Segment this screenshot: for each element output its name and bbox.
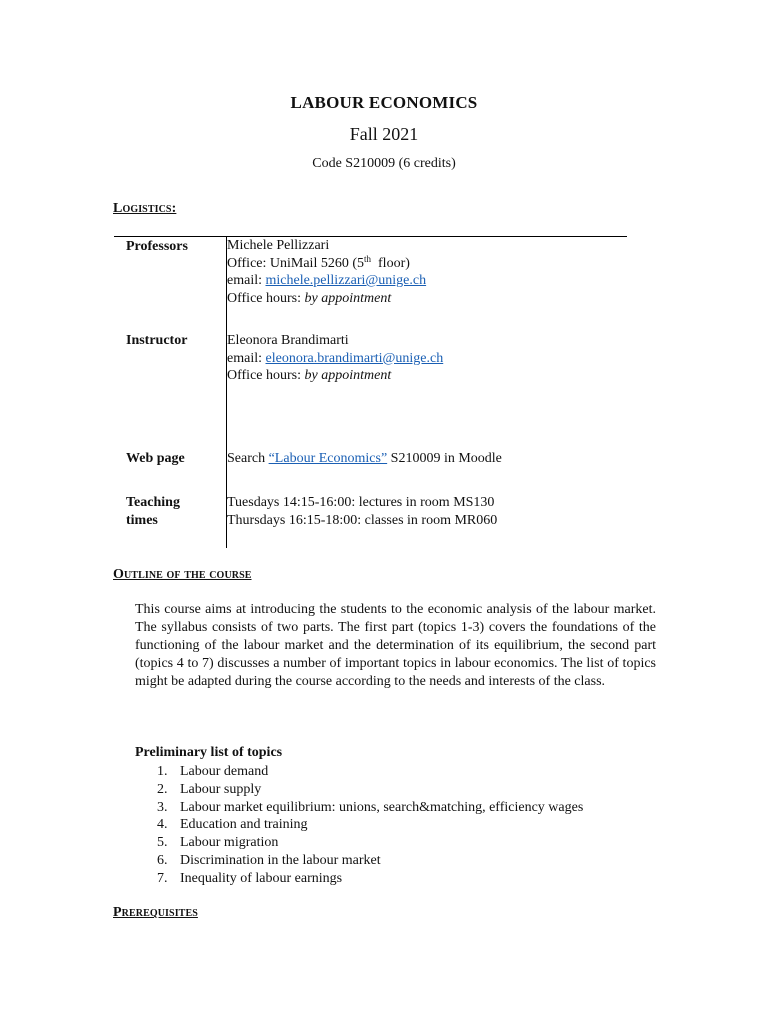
list-item: 5. Labour migration — [157, 835, 279, 851]
moodle-search-link[interactable]: “Labour Economics” — [268, 451, 388, 466]
instructor-email-line: email: eleonora.brandimarti@unige.ch — [227, 350, 444, 366]
instructor-name: Eleonora Brandimarti — [227, 333, 349, 348]
prerequisites-heading: Prerequisites — [113, 905, 198, 920]
list-item: 7. Inequality of labour earnings — [157, 870, 343, 886]
teaching-times-cell — [227, 494, 497, 529]
professors-label: Professors — [126, 239, 188, 254]
outline-paragraph: This course aims at introducing the students to the economic analysis of the labour market. The syllabus consists of two parts. The first part (topics 1-3) covers the foundations of the functioning of the labour market and the determination of its equilibrium, the second part (topics 4 to 7) discusses a number of important topics in labour economics. The list of topics might be adapted during the course according to the needs and interests of the class. — [135, 602, 656, 689]
logistics-heading: Logistics: — [113, 201, 177, 216]
topics-heading: Preliminary list of topics — [135, 745, 283, 760]
web-page-cell: Search “Labour Economics” S210009 in Moodle — [227, 451, 502, 466]
professors-cell — [227, 237, 426, 307]
teaching-tuesday: Tuesdays 14:15-16:00: lectures in room MS130 — [227, 495, 495, 510]
instructor-cell — [227, 332, 443, 385]
instructor-email-link[interactable]: eleonora.brandimarti@unige.ch — [265, 350, 444, 366]
course-term: Fall 2021 — [349, 124, 419, 144]
course-code: Code S210009 (6 credits) — [312, 156, 456, 171]
list-item: 3. Labour market equilibrium: unions, search&matching, efficiency wages — [157, 799, 584, 815]
instructor-hours: Office hours: by appointment — [227, 368, 392, 383]
list-item: 2. Labour supply — [157, 781, 262, 797]
list-item: 1. Labour demand — [157, 764, 269, 779]
web-page-label: Web page — [126, 451, 185, 466]
professor-hours: Office hours: by appointment — [227, 290, 392, 306]
topics-list — [135, 763, 583, 888]
professor-email-line: email: michele.pellizzari@unige.ch — [227, 273, 427, 288]
list-item: 4. Education and training — [157, 817, 308, 833]
professor-name: Michele Pellizzari — [227, 238, 330, 253]
professor-email-link[interactable]: michele.pellizzari@unige.ch — [265, 273, 427, 288]
list-item: 6. Discrimination in the labour market — [157, 852, 381, 868]
teaching-thursday: Thursdays 16:15-18:00: classes in room MR060 — [227, 512, 498, 528]
instructor-label: Instructor — [126, 333, 188, 348]
teaching-times-label: Teaching times — [126, 495, 180, 528]
outline-heading: Outline of the course — [113, 567, 252, 582]
professor-office: Office: UniMail 5260 (5th floor) — [227, 253, 410, 271]
course-title: LABOUR ECONOMICS — [290, 93, 478, 112]
